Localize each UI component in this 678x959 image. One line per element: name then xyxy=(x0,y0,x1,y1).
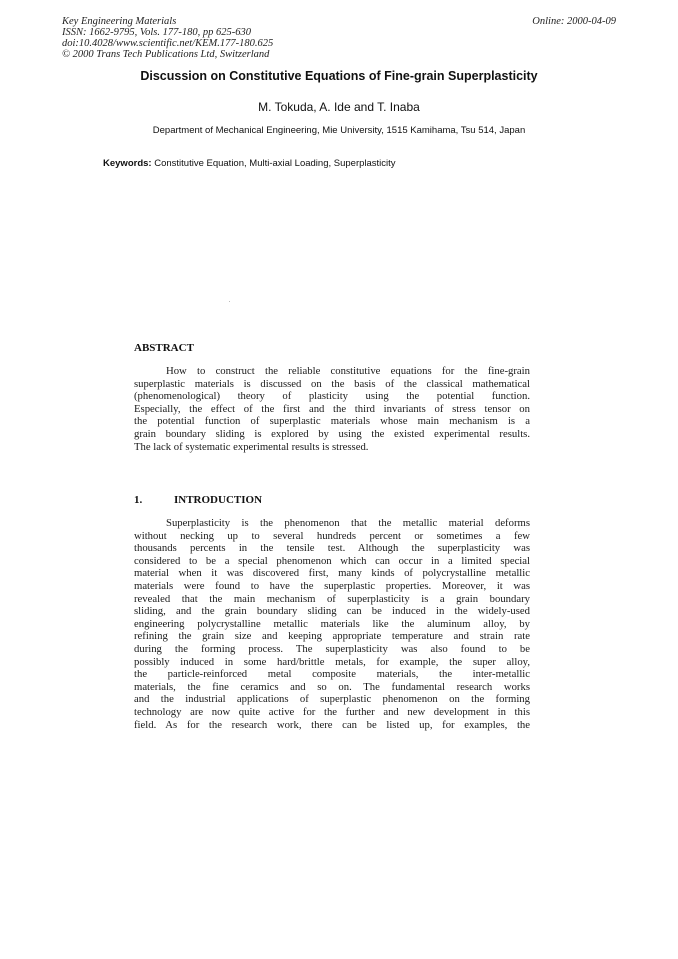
online-date: Online: 2000-04-09 xyxy=(532,16,616,27)
text-line: The lack of systematic experimental results is stressed. xyxy=(134,440,369,453)
issn-line: ISSN: 1662-9795, Vols. 177-180, pp 625-630 xyxy=(62,27,251,38)
journal-name: Key Engineering Materials xyxy=(62,16,177,27)
abstract-text xyxy=(134,365,530,453)
keywords-list: Constitutive Equation, Multi-axial Loading, Superplasticity xyxy=(154,158,396,169)
keywords xyxy=(103,158,396,169)
text-line: materials, the fine ceramics and so on. The fundamental research works xyxy=(134,680,530,693)
text-line: thousands percents in the tensile test. Although the superplasticity was xyxy=(134,542,530,555)
text-line: technology are now quite active for the further and new development in this xyxy=(134,705,530,718)
keywords-label: Keywords: xyxy=(103,158,152,169)
copyright-line: © 2000 Trans Tech Publications Ltd, Switzerland xyxy=(62,49,270,60)
text-line: possibly induced in some hard/brittle metals, for example, the super alloy, xyxy=(134,655,530,668)
text-line: field. As for the research work, there can be listed up, for examples, the xyxy=(134,718,530,731)
text-line: without necking up to several hundreds percent or sometimes a few xyxy=(134,529,530,542)
text-line: Superplasticity is the phenomenon that the metallic material deforms xyxy=(166,517,530,529)
text-line: superplastic materials is discussed on the basis of the classical mathematical xyxy=(134,377,530,390)
text-line: grain boundary sliding is explored by using the existed experimental results. xyxy=(134,427,530,440)
abstract-heading: ABSTRACT xyxy=(134,342,194,354)
text-line: considered to be a special phenomenon which can occur in a limited special xyxy=(134,554,530,567)
introduction-heading xyxy=(134,494,262,506)
text-line: sliding, and the grain boundary sliding can be induced in the widely-used xyxy=(134,605,530,618)
text-line: engineering polycrystalline metallic materials like the aluminum alloy, by xyxy=(134,617,530,630)
text-line: (phenomenological) theory of plasticity using the potential function. xyxy=(134,390,530,403)
text-line: revealed that the main mechanism of superplasticity is a grain boundary xyxy=(134,592,530,605)
introduction-text xyxy=(134,517,530,731)
scan-speck xyxy=(229,301,230,302)
text-line: refining the grain size and keeping appropriate temperature and strain rate xyxy=(134,630,530,643)
text-line: materials were found to have the superplastic properties. Moreover, it was xyxy=(134,579,530,592)
text-line: during the forming process. The superplasticity was also found to be xyxy=(134,642,530,655)
authors: M. Tokuda, A. Ide and T. Inaba xyxy=(258,100,420,114)
affiliation: Department of Mechanical Engineering, Mie University, 1515 Kamihama, Tsu 514, Japan xyxy=(152,125,526,136)
text-line: How to construct the reliable constitutive equations for the fine-grain xyxy=(166,365,530,377)
paper-title: Discussion on Constitutive Equations of Fine-grain Superplasticity xyxy=(140,69,538,83)
section-number: 1. xyxy=(134,494,143,506)
text-line: the potential function of superplastic materials whose main mechanism is a xyxy=(134,415,530,428)
text-line: and the industrial applications of superplastic phenomenon on the forming xyxy=(134,693,530,706)
text-line: material when it was discovered first, many kinds of polycrystalline metallic xyxy=(134,567,530,580)
text-line: Especially, the effect of the first and the third invariants of stress tensor on xyxy=(134,402,530,415)
text-line: the particle-reinforced metal composite materials, the inter-metallic xyxy=(134,668,530,681)
citation-block xyxy=(62,16,273,60)
section-title: INTRODUCTION xyxy=(174,494,263,506)
doi-link[interactable]: doi:10.4028/www.scientific.net/KEM.177-180.625 xyxy=(62,38,274,49)
